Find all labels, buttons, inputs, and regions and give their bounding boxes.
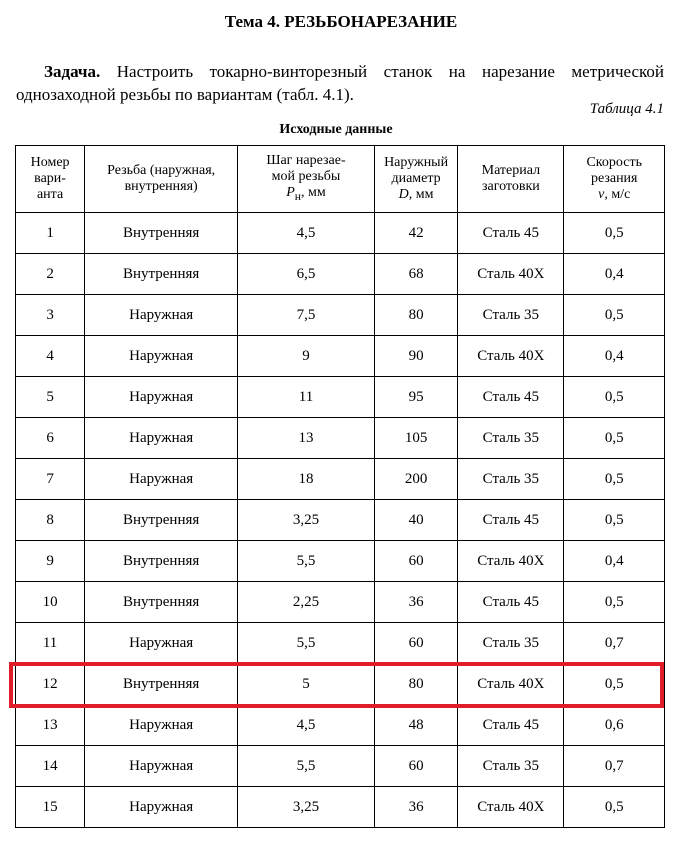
variant-cell: 4	[16, 336, 85, 377]
table-row	[16, 295, 665, 336]
pitch-cell: 9	[238, 336, 375, 377]
variant-cell: 11	[16, 623, 85, 664]
material-cell: Сталь 45	[458, 582, 564, 623]
pitch-cell: 5,5	[238, 623, 375, 664]
pitch-cell: 2,25	[238, 582, 375, 623]
pitch-cell: 3,25	[238, 787, 375, 828]
material-cell: Сталь 40Х	[458, 254, 564, 295]
speed-cell: 0,7	[564, 746, 665, 787]
header-diameter: Наружный диаметр D, мм	[374, 146, 457, 213]
header-pitch: Шаг нарезае- мой резьбы $P_н$, мм	[238, 146, 375, 213]
diameter-cell: 48	[374, 705, 457, 746]
pitch-cell: 5,5	[238, 746, 375, 787]
material-cell: Сталь 40Х	[458, 336, 564, 377]
thread-cell: Наружная	[85, 418, 238, 459]
material-cell: Сталь 45	[458, 500, 564, 541]
diameter-cell: 68	[374, 254, 457, 295]
speed-cell: 0,7	[564, 623, 665, 664]
thread-cell: Внутренняя	[85, 500, 238, 541]
table-row	[16, 705, 665, 746]
pitch-cell: 4,5	[238, 213, 375, 254]
variant-cell: 1	[16, 213, 85, 254]
diameter-cell: 80	[374, 295, 457, 336]
speed-cell: 0,4	[564, 254, 665, 295]
pitch-cell: 11	[238, 377, 375, 418]
table-row	[16, 459, 665, 500]
table-row	[16, 541, 665, 582]
thread-cell: Внутренняя	[85, 254, 238, 295]
pitch-cell: 4,5	[238, 705, 375, 746]
pitch-cell: 5	[238, 664, 375, 705]
speed-cell: 0,5	[564, 295, 665, 336]
thread-cell: Наружная	[85, 623, 238, 664]
diameter-cell: 80	[374, 664, 457, 705]
variant-cell: 15	[16, 787, 85, 828]
pitch-cell: 6,5	[238, 254, 375, 295]
speed-cell: 0,5	[564, 582, 665, 623]
page-title: Тема 4. РЕЗЬБОНАРЕЗАНИЕ	[224, 12, 458, 31]
diameter-cell: 40	[374, 500, 457, 541]
material-cell: Сталь 35	[458, 746, 564, 787]
speed-cell: 0,5	[564, 418, 665, 459]
diameter-cell: 60	[374, 623, 457, 664]
pitch-cell: 5,5	[238, 541, 375, 582]
thread-cell: Наружная	[85, 295, 238, 336]
variant-cell: 5	[16, 377, 85, 418]
thread-cell: Внутренняя	[85, 213, 238, 254]
table-caption: Исходные данные	[279, 122, 393, 137]
header-speed: Скорость резания v, м/с	[564, 146, 665, 213]
variant-cell: 12	[16, 664, 85, 705]
thread-cell: Наружная	[85, 336, 238, 377]
header-material: Материал заготовки	[458, 146, 564, 213]
speed-cell: 0,4	[564, 336, 665, 377]
material-cell: Сталь 35	[458, 418, 564, 459]
header-thread: Резьба (наружная, внутренняя)	[85, 146, 238, 213]
table-row	[16, 582, 665, 623]
diameter-cell: 36	[374, 582, 457, 623]
diameter-cell: 60	[374, 541, 457, 582]
table-row	[16, 664, 665, 705]
diameter-cell: 60	[374, 746, 457, 787]
thread-cell: Внутренняя	[85, 541, 238, 582]
table-row	[16, 500, 665, 541]
thread-cell: Наружная	[85, 787, 238, 828]
pitch-cell: 7,5	[238, 295, 375, 336]
variant-cell: 3	[16, 295, 85, 336]
thread-cell: Внутренняя	[85, 582, 238, 623]
table-row	[16, 377, 665, 418]
diameter-cell: 105	[374, 418, 457, 459]
material-cell: Сталь 35	[458, 459, 564, 500]
thread-cell: Наружная	[85, 705, 238, 746]
table-row	[16, 336, 665, 377]
variant-cell: 2	[16, 254, 85, 295]
speed-cell: 0,5	[564, 377, 665, 418]
diameter-cell: 200	[374, 459, 457, 500]
task-text-line2: однозаходной резьбы по вариантам (табл. 4.1).	[16, 85, 354, 104]
task-label: Задача.	[44, 62, 101, 81]
material-cell: Сталь 35	[458, 295, 564, 336]
material-cell: Сталь 40Х	[458, 787, 564, 828]
speed-cell: 0,5	[564, 787, 665, 828]
task-text-line1: Настроить токарно-винторезный станок на нарезание метрической	[116, 62, 665, 81]
pitch-cell: 18	[238, 459, 375, 500]
table-row	[16, 418, 665, 459]
material-cell: Сталь 45	[458, 377, 564, 418]
thread-cell: Наружная	[85, 377, 238, 418]
table-header-row	[16, 146, 665, 213]
material-cell: Сталь 40Х	[458, 541, 564, 582]
thread-cell: Наружная	[85, 746, 238, 787]
pitch-cell: 13	[238, 418, 375, 459]
header-variant: Номер вари- анта	[16, 146, 85, 213]
variant-cell: 14	[16, 746, 85, 787]
table-row	[16, 213, 665, 254]
variant-cell: 8	[16, 500, 85, 541]
thread-cell: Внутренняя	[85, 664, 238, 705]
diameter-cell: 95	[374, 377, 457, 418]
variant-cell: 9	[16, 541, 85, 582]
material-cell: Сталь 45	[458, 705, 564, 746]
material-cell: Сталь 40Х	[458, 664, 564, 705]
speed-cell: 0,5	[564, 213, 665, 254]
diameter-cell: 90	[374, 336, 457, 377]
table-row	[16, 623, 665, 664]
diameter-cell: 42	[374, 213, 457, 254]
speed-cell: 0,6	[564, 705, 665, 746]
diameter-cell: 36	[374, 787, 457, 828]
speed-cell: 0,5	[564, 500, 665, 541]
thread-cell: Наружная	[85, 459, 238, 500]
data-table	[15, 145, 665, 828]
table-row	[16, 787, 665, 828]
variant-cell: 10	[16, 582, 85, 623]
variant-cell: 6	[16, 418, 85, 459]
variant-cell: 13	[16, 705, 85, 746]
speed-cell: 0,4	[564, 541, 665, 582]
pitch-cell: 3,25	[238, 500, 375, 541]
material-cell: Сталь 45	[458, 213, 564, 254]
table-row	[16, 254, 665, 295]
table-number: Таблица 4.1	[589, 101, 664, 117]
speed-cell: 0,5	[564, 664, 665, 705]
material-cell: Сталь 35	[458, 623, 564, 664]
table-row	[16, 746, 665, 787]
variant-cell: 7	[16, 459, 85, 500]
speed-cell: 0,5	[564, 459, 665, 500]
task-statement	[16, 60, 664, 106]
